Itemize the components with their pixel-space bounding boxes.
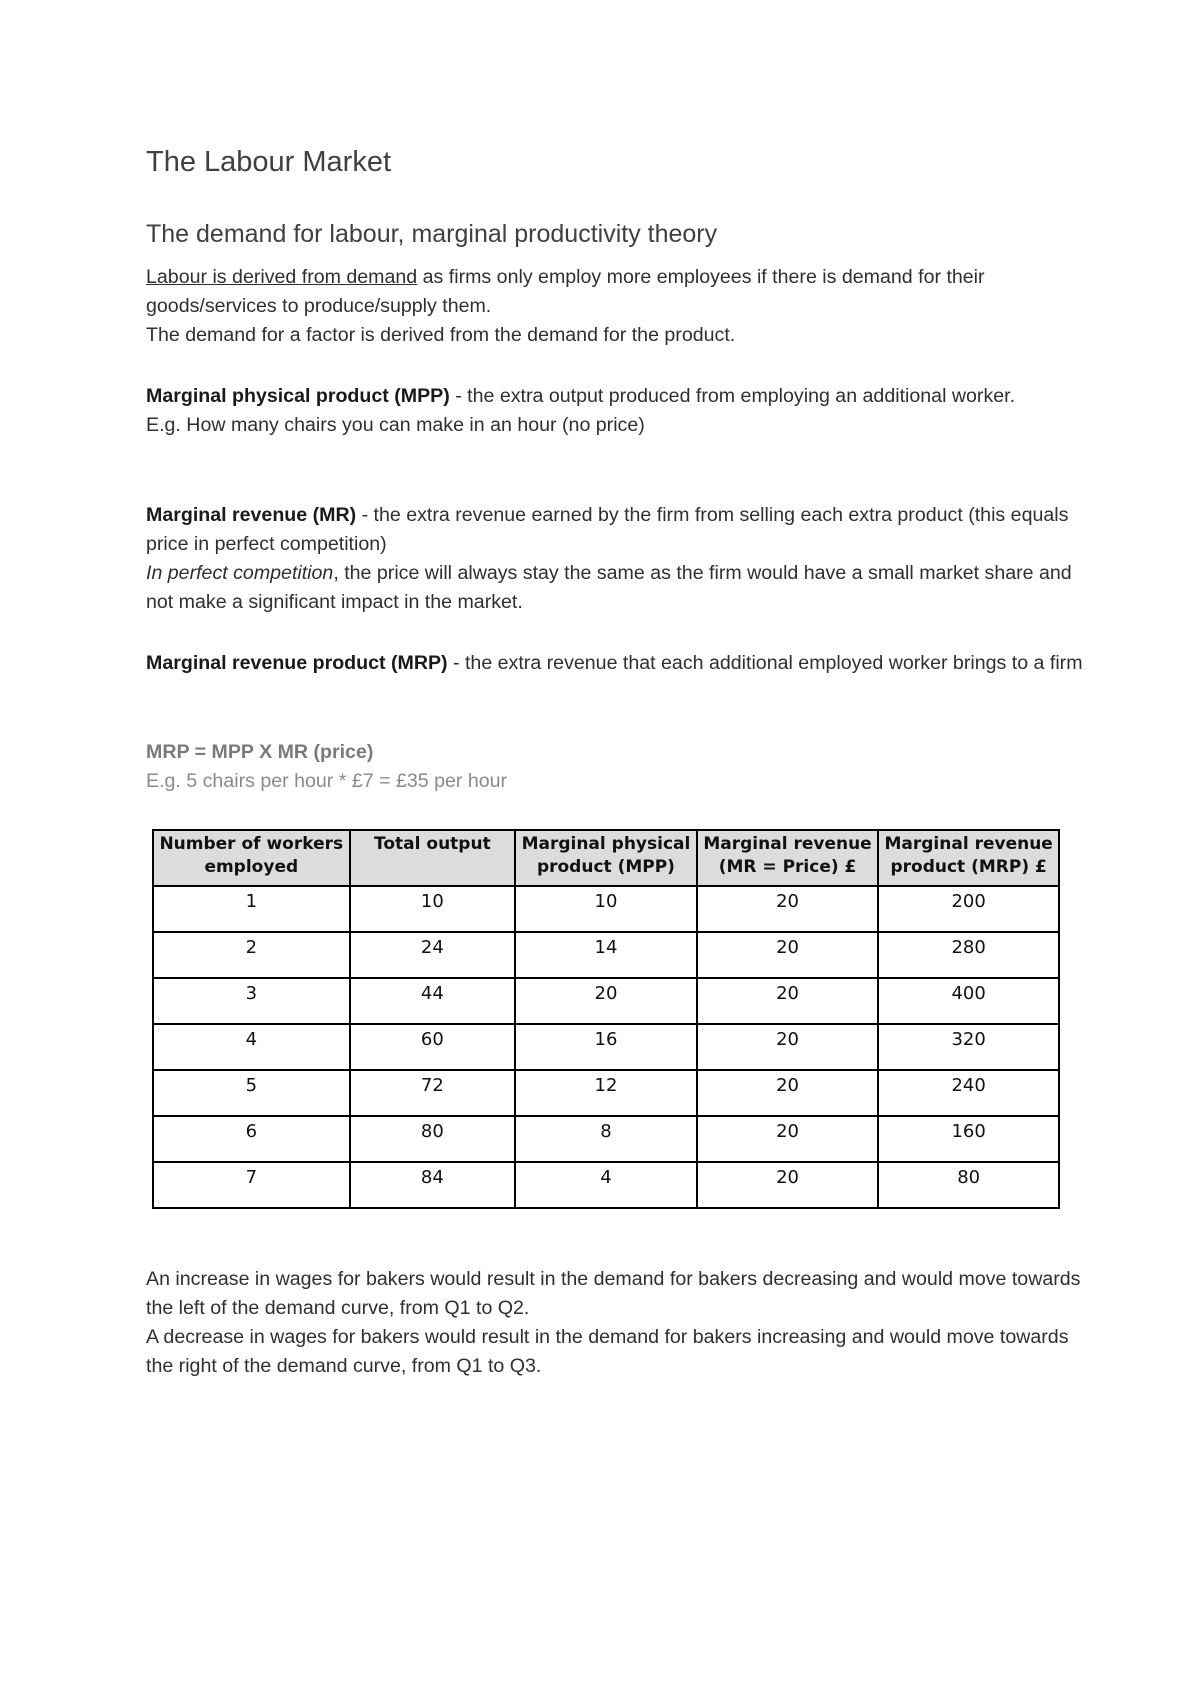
- mr-note: , the price will always stay the same as the firm would have a small market share and not make a significant impact in the market.: [146, 562, 1072, 613]
- table-cell: 44: [350, 978, 516, 1024]
- mpp-example: E.g. How many chairs you can make in an hour (no price): [146, 414, 645, 436]
- table-cell: 1: [153, 886, 350, 932]
- header-workers: Number of workers employed: [153, 830, 350, 886]
- table-cell: 240: [878, 1070, 1059, 1116]
- table-header-row: [153, 830, 1059, 886]
- table-cell: 16: [515, 1024, 697, 1070]
- mrp-paragraph: [146, 649, 1086, 678]
- table-row: [153, 932, 1059, 978]
- table-cell: 280: [878, 932, 1059, 978]
- header-mrp: Marginal revenue product (MRP) £: [878, 830, 1059, 886]
- table-cell: 20: [697, 1162, 879, 1208]
- table-cell: 20: [697, 1024, 879, 1070]
- mrp-table: [152, 829, 1060, 1209]
- intro-paragraph: [146, 263, 1086, 350]
- table-cell: 84: [350, 1162, 516, 1208]
- table-cell: 20: [697, 886, 879, 932]
- intro-line2: The demand for a factor is derived from the demand for the product.: [146, 324, 736, 346]
- mpp-definition: - the extra output produced from employing an additional worker.: [449, 385, 1016, 407]
- table-cell: 12: [515, 1070, 697, 1116]
- mr-term: Marginal revenue (MR): [146, 504, 357, 526]
- table-cell: 72: [350, 1070, 516, 1116]
- table-row: [153, 978, 1059, 1024]
- conclusion-p1: An increase in wages for bakers would result in the demand for bakers decreasing and would move towards the left of the demand curve, from Q1 to Q2.: [146, 1268, 1081, 1319]
- section-heading: The demand for labour, marginal productivity theory: [146, 220, 718, 248]
- table-cell: 60: [350, 1024, 516, 1070]
- mrp-term: Marginal revenue product (MRP): [146, 652, 448, 674]
- mr-definition: - the extra revenue earned by the firm from selling each extra product (this equals price in perfect competition): [146, 504, 1069, 555]
- table-cell: 4: [515, 1162, 697, 1208]
- table-row: [153, 886, 1059, 932]
- table-cell: 20: [697, 1116, 879, 1162]
- header-mr: Marginal revenue (MR = Price) £: [697, 830, 879, 886]
- table-cell: 320: [878, 1024, 1059, 1070]
- mr-italic: In perfect competition: [146, 562, 334, 584]
- table-cell: 2: [153, 932, 350, 978]
- table-cell: 6: [153, 1116, 350, 1162]
- table-cell: 20: [697, 1070, 879, 1116]
- formula-example: E.g. 5 chairs per hour * £7 = £35 per hour: [146, 770, 508, 792]
- table-cell: 20: [697, 932, 879, 978]
- table-cell: 14: [515, 932, 697, 978]
- mr-paragraph: [146, 501, 1086, 617]
- table-row: [153, 1116, 1059, 1162]
- table-row: [153, 1070, 1059, 1116]
- table-cell: 10: [350, 886, 516, 932]
- mpp-term: Marginal physical product (MPP): [146, 385, 450, 407]
- mrp-definition: - the extra revenue that each additional employed worker brings to a firm: [447, 652, 1083, 674]
- mpp-paragraph: [146, 382, 1086, 440]
- conclusion-paragraph: [146, 1265, 1086, 1381]
- table-cell: 7: [153, 1162, 350, 1208]
- table-cell: 200: [878, 886, 1059, 932]
- table-cell: 3: [153, 978, 350, 1024]
- table-cell: 24: [350, 932, 516, 978]
- table-cell: 80: [350, 1116, 516, 1162]
- intro-rest: as firms only employ more employees if there is demand for their goods/services to produce/supply them.: [146, 266, 985, 317]
- formula: MRP = MPP X MR (price): [146, 741, 374, 763]
- intro-underlined: Labour is derived from demand: [146, 266, 418, 288]
- table-cell: 160: [878, 1116, 1059, 1162]
- header-mpp: Marginal physical product (MPP): [515, 830, 697, 886]
- table-cell: 8: [515, 1116, 697, 1162]
- page-title: The Labour Market: [146, 146, 392, 178]
- table-cell: 20: [697, 978, 879, 1024]
- table-cell: 20: [515, 978, 697, 1024]
- table-row: [153, 1162, 1059, 1208]
- table-cell: 5: [153, 1070, 350, 1116]
- table-cell: 4: [153, 1024, 350, 1070]
- conclusion-p2: A decrease in wages for bakers would result in the demand for bakers increasing and would move towards the right of the demand curve, from Q1 to Q3.: [146, 1326, 1069, 1377]
- table-cell: 80: [878, 1162, 1059, 1208]
- header-total-output: Total output: [350, 830, 516, 886]
- table-cell: 400: [878, 978, 1059, 1024]
- table-cell: 10: [515, 886, 697, 932]
- table-row: [153, 1024, 1059, 1070]
- formula-block: [146, 738, 1086, 796]
